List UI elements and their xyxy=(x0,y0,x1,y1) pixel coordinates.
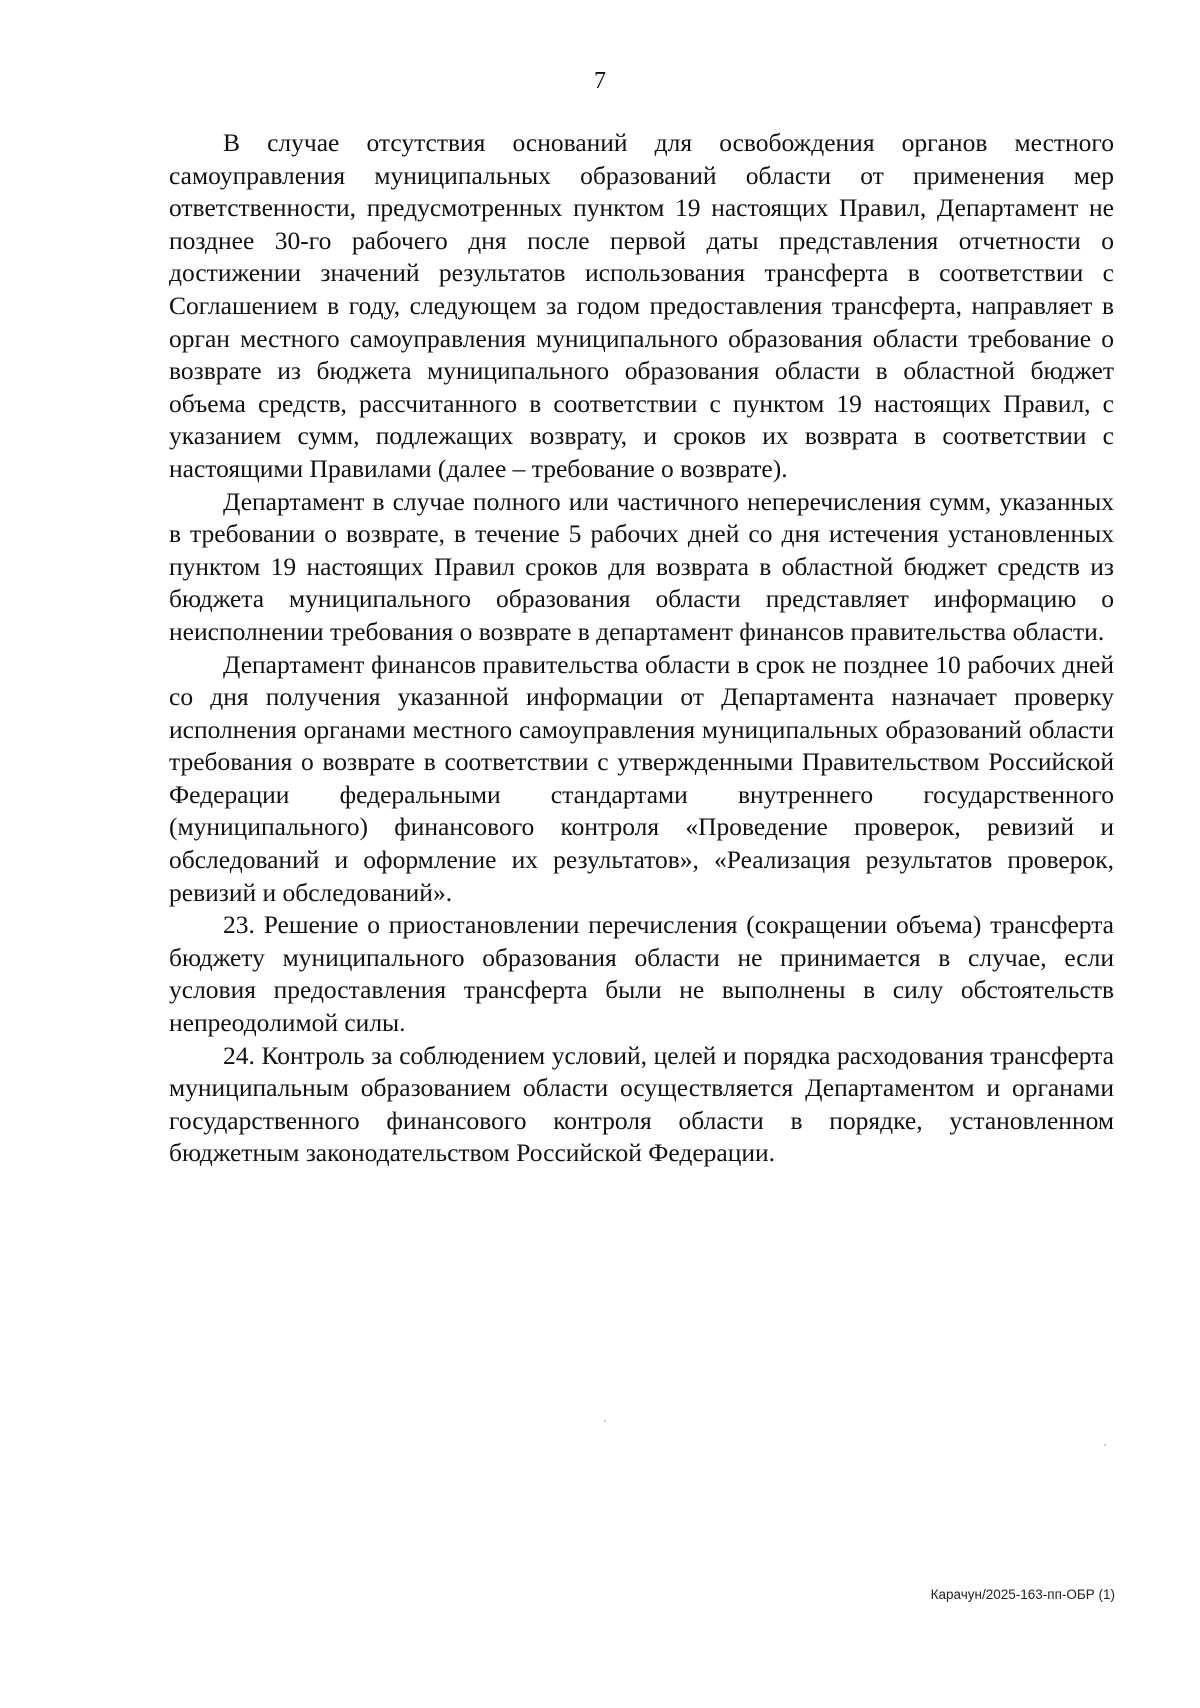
paragraph-item-24: 24. Контроль за соблюдением условий, целей и порядка расходования трансферта муниципальным образованием области осуществляется Департаментом и органами государственного финансового контроля области в порядке, установленном бюджетным законодательством Российской Федерации. xyxy=(169,1040,1114,1168)
body-text xyxy=(169,127,1114,1170)
scan-speck xyxy=(604,1420,606,1422)
document-footer-code: Карачун/2025-163-пп-ОБР (1) xyxy=(930,1587,1115,1602)
page-number: 7 xyxy=(594,68,606,94)
paragraph-item-23: 23. Решение о приостановлении перечисления (сокращении объема) трансферта бюджету муниципального образования области не принимается в случае, если условия предоставления трансферта были не выполнены в силу обстоятельств непреодолимой силы. xyxy=(169,910,1114,1038)
paragraph-non-transfer-info: Департамент в случае полного или частичного неперечисления сумм, указанных в требовании о возврате, в течение 5 рабочих дней со дня истечения установленных пунктом 19 настоящих Правил сроков для возврата в областной бюджет средств из бюджета муниципального образования области представляет информацию о неисполнении требования о возврате в департамент финансов правительства области. xyxy=(169,486,1114,646)
paragraph-finance-department-check: Департамент финансов правительства области в срок не позднее 10 рабочих дней со дня получения указанной информации от Департамента назначает проверку исполнения органами местного самоуправления муниципальных образований области требования о возврате в соответствии с утвержденными Правительством Российской Федерации федеральными стандартами внутреннего государственного (муниципального) финансового контроля «Проведение проверок, ревизий и обследований и оформление их результатов», «Реализация результатов проверок, ревизий и обследований». xyxy=(169,649,1114,907)
scan-speck xyxy=(1104,1444,1106,1446)
paragraph-return-requirement: В случае отсутствия оснований для освобождения органов местного самоуправления муниципальных образований области от применения мер ответственности, предусмотренных пунктом 19 настоящих Правил, Департамент не позднее 30-го рабочего дня после первой даты представления отчетности о достижении значений результатов использования трансферта в соответствии с Соглашением в году, следующем за годом предоставления трансферта, направляет в орган местного самоуправления муниципального образования области требование о возврате из бюджета муниципального образования области в областной бюджет объема средств, рассчитанного в соответствии с пунктом 19 настоящих Правил, с указанием сумм, подлежащих возврату, и сроков их возврата в соответствии с настоящими Правилами (далее – требование о возврате). xyxy=(169,128,1114,483)
